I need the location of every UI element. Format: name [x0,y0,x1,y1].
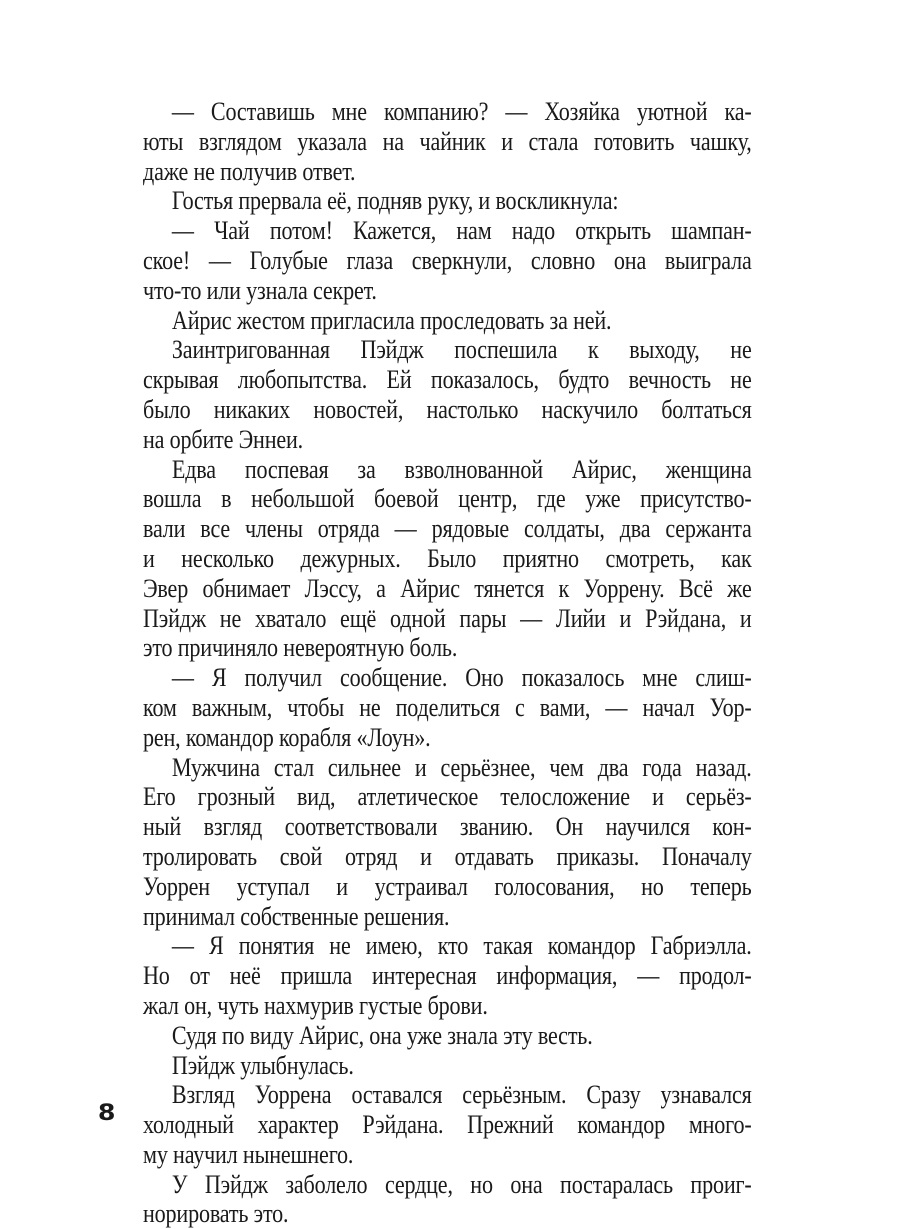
paragraph [143,931,752,1020]
text-line: У Пэйдж заболело сердце, но она постаралась проиг- [171,1169,752,1199]
text-line: и несколько дежурных. Было приятно смотреть, как [143,543,752,573]
text-line: даже не получив ответ. [143,156,356,186]
text-line: — Я понятия не имею, кто такая командор Габриэлла. [171,931,752,961]
text-line: Пэйдж улыбнулась. [171,1050,354,1080]
text-line: Его грозный вид, атлетическое телосложение и серьёз- [143,782,752,812]
paragraph [143,1021,752,1051]
text-line: — Составишь мне компанию? — Хозяйка уютной ка- [171,97,752,126]
text-line: ское! — Голубые глаза сверкнули, словно она выиграла [143,245,752,275]
text-line: Гостья прервала её, подняв руку, и воскликнула: [171,186,619,216]
text-line: Уоррен уступал и устраивал голосования, но теперь [143,871,752,901]
paragraph [143,306,752,336]
paragraph [143,1080,752,1169]
text-line: было никаких новостей, настолько наскучило болтаться [143,394,752,424]
text-line: — Чай потом! Кажется, нам надо открыть шампан- [171,216,752,246]
text-line: ный взгляд соответствовали званию. Он научился кон- [143,812,752,842]
text-line: — Я получил сообщение. Оно показалось мне слиш- [171,663,752,693]
paragraph [143,335,752,454]
paragraph [143,216,752,305]
text-line: жал он, чуть нахмурив густые брови. [143,990,488,1020]
text-line: вали все члены отряда — рядовые солдаты, два сержанта [143,514,752,544]
text-line: ком важным, чтобы не поделиться с вами, — начал Уор- [143,692,752,722]
paragraph [143,1051,752,1081]
text-line: Но от неё пришла интересная информация, — продол- [143,961,752,991]
text-line: Взгляд Уоррена оставался серьёзным. Сразу узнавался [171,1080,752,1110]
text-line: на орбите Эннеи. [143,424,304,454]
text-line: холодный характер Рэйдана. Прежний командор много- [143,1110,752,1140]
text-line: юты взглядом указала на чайник и стала готовить чашку, [143,126,752,156]
text-line: Заинтригованная Пэйдж поспешила к выходу, не [171,335,752,365]
text-line: скрывая любопытства. Ей показалось, будто вечность не [143,365,752,395]
paragraph [143,1170,752,1229]
text-line: норировать это. [143,1199,289,1229]
page-number: 8 [97,1101,116,1126]
text-line: это причиняло невероятную боль. [143,633,458,663]
text-line: му научил нынешнего. [143,1139,354,1169]
text-line: рен, командор корабля «Лоун». [143,722,431,752]
paragraph [143,97,752,186]
text-line: что-то или узнала секрет. [143,275,377,305]
body-text [143,97,752,1229]
text-line: вошла в небольшой боевой центр, где уже присутство- [143,484,752,514]
paragraph [143,455,752,664]
text-line: Мужчина стал сильнее и серьёзнее, чем два года назад. [171,752,752,782]
paragraph [143,186,752,216]
paragraph [143,663,752,752]
text-line: принимал собственные решения. [143,901,450,931]
text-line: Судя по виду Айрис, она уже знала эту весть. [171,1020,593,1050]
text-line: Айрис жестом пригласила проследовать за ней. [171,305,612,335]
text-line: Пэйдж не хватало ещё одной пары — Лийи и Рэйдана, и [143,603,752,633]
text-line: тролировать свой отряд и отдавать приказы. Поначалу [143,841,752,871]
text-line: Едва поспевая за взволнованной Айрис, женщина [171,454,752,484]
paragraph [143,753,752,932]
text-line: Эвер обнимает Лэссу, а Айрис тянется к Уоррену. Всё же [143,573,752,603]
